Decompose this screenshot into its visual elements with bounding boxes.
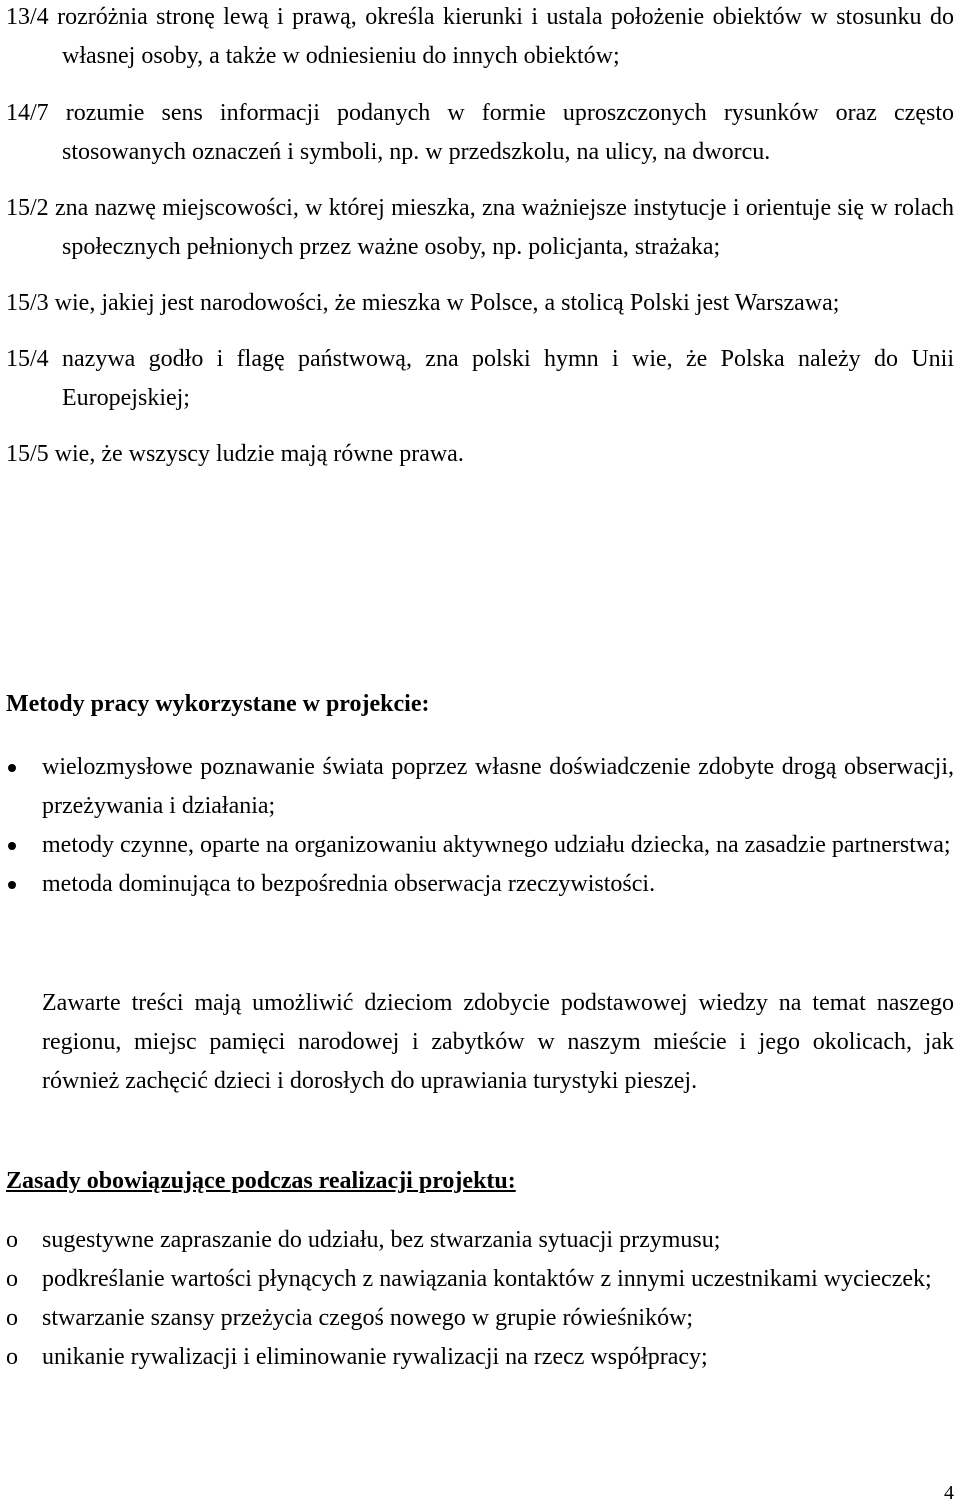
list-item: wielozmysłowe poznawanie świata poprzez własne doświadczenie zdobyte drogą obserwacji, przeżywania i działania; xyxy=(6,748,954,826)
skill-item-14-7: 14/7 rozumie sens informacji podanych w formie uproszczonych rysunków oraz często stosowanych oznaczeń i symboli, np. w przedszkolu, na ulicy, na dworcu. xyxy=(6,100,954,165)
content-paragraph: Zawarte treści mają umożliwić dzieciom zdobycie podstawowej wiedzy na temat naszego regionu, miejsc pamięci narodowej i zabytków w naszym mieście i jego okolicach, jak również zachęcić dzieci i dorosłych do uprawiania turystyki pieszej. xyxy=(42,990,954,1094)
methods-heading: Metody pracy wykorzystane w projekcie: xyxy=(6,691,430,717)
list-item: o podkreślanie wartości płynących z nawiązania kontaktów z innymi uczestnikami wycieczek; xyxy=(6,1260,954,1299)
methods-list xyxy=(6,748,954,904)
circle-bullet-icon: o xyxy=(6,1344,18,1370)
list-item: metoda dominująca to bezpośrednia obserwacja rzeczywistości. xyxy=(6,865,954,904)
skills-list xyxy=(6,0,954,474)
bullet-icon xyxy=(6,748,42,787)
page-number: 4 xyxy=(944,1482,954,1504)
list-item: metody czynne, oparte na organizowaniu aktywnego udziału dziecka, na zasadzie partnerstwa; xyxy=(6,826,954,865)
circle-bullet-icon: o xyxy=(6,1305,18,1331)
circle-bullet-icon: o xyxy=(6,1266,18,1292)
skill-item-15-5: 15/5 wie, że wszyscy ludzie mają równe prawa. xyxy=(6,441,464,467)
skill-item-15-2: 15/2 zna nazwę miejscowości, w której mieszka, zna ważniejsze instytucje i orientuje się w rolach społecznych pełnionych przez ważne osoby, np. policjanta, strażaka; xyxy=(6,195,954,260)
skill-item-13-4: 13/4 rozróżnia stronę lewą i prawą, określa kierunki i ustala położenie obiektów w stosunku do własnej osoby, a także w odniesieniu do innych obiektów; xyxy=(6,4,954,69)
rules-list xyxy=(6,1221,954,1377)
skill-item-15-3: 15/3 wie, jakiej jest narodowości, że mieszka w Polsce, a stolicą Polski jest Warszawa; xyxy=(6,290,840,316)
list-item: o stwarzanie szansy przeżycia czegoś nowego w grupie rówieśników; xyxy=(6,1299,954,1338)
list-item: o sugestywne zapraszanie do udziału, bez stwarzania sytuacji przymusu; xyxy=(6,1221,954,1260)
rules-heading: Zasady obowiązujące podczas realizacji projektu: xyxy=(6,1168,516,1194)
bullet-icon xyxy=(6,865,42,904)
skill-item-15-4: 15/4 nazywa godło i flagę państwową, zna polski hymn i wie, że Polska należy do Unii Europejskiej; xyxy=(6,346,954,411)
bullet-icon xyxy=(6,826,42,865)
list-item: o unikanie rywalizacji i eliminowanie rywalizacji na rzecz współpracy; xyxy=(6,1338,954,1377)
circle-bullet-icon: o xyxy=(6,1227,18,1253)
